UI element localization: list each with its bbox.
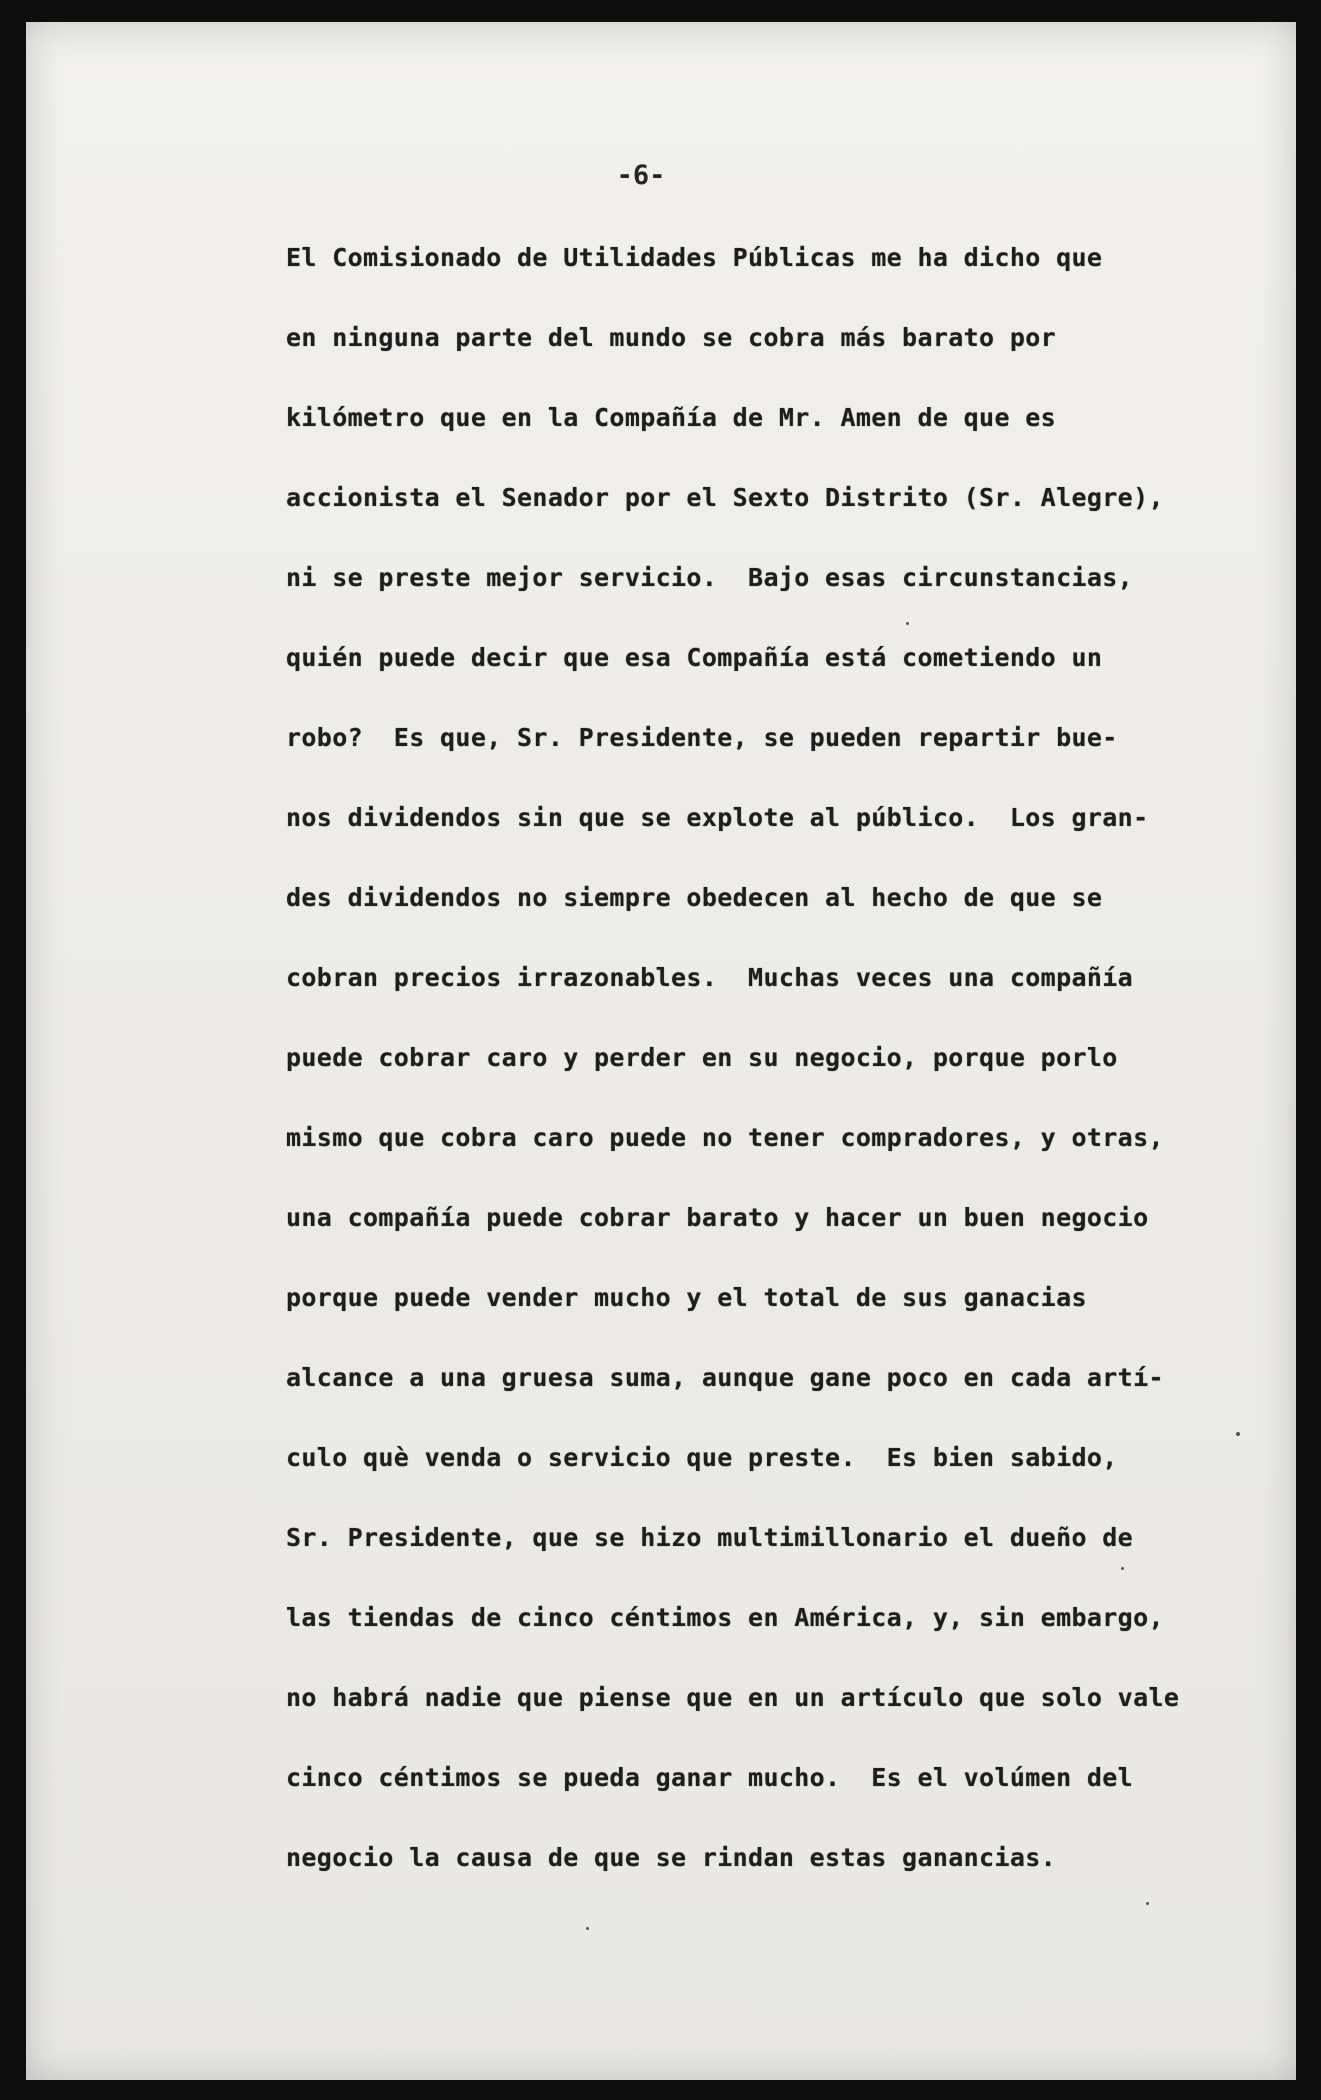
body-text — [286, 234, 1266, 1914]
text-line: cobran precios irrazonables. Muchas veces una compañía — [286, 963, 1134, 992]
text-line: El Comisionado de Utilidades Públicas me ha dicho que — [286, 243, 1103, 272]
text-line: una compañía puede cobrar barato y hacer un buen negocio — [286, 1203, 1149, 1232]
scan-speck — [586, 1927, 589, 1930]
page-number: -6- — [616, 160, 666, 191]
scan-speck — [1121, 1567, 1124, 1570]
text-line: cinco céntimos se pueda ganar mucho. Es el volúmen del — [286, 1763, 1134, 1792]
text-line: alcance a una gruesa suma, aunque gane poco en cada artí- — [286, 1363, 1164, 1392]
text-line: robo? Es que, Sr. Presidente, se pueden repartir bue- — [286, 723, 1118, 752]
text-line: no habrá nadie que piense que en un artículo que solo vale — [286, 1683, 1180, 1712]
text-line: puede cobrar caro y perder en su negocio, porque porlo — [286, 1043, 1118, 1072]
text-line: quién puede decir que esa Compañía está cometiendo un — [286, 643, 1103, 672]
text-line: nos dividendos sin que se explote al público. Los gran- — [286, 803, 1149, 832]
text-line: las tiendas de cinco céntimos en América, y, sin embargo, — [286, 1603, 1164, 1632]
scan-speck — [906, 622, 909, 625]
text-line: culo què venda o servicio que preste. Es bien sabido, — [286, 1443, 1118, 1472]
text-line: porque puede vender mucho y el total de sus ganacias — [286, 1283, 1087, 1312]
text-line: des dividendos no siempre obedecen al hecho de que se — [286, 883, 1103, 912]
text-line: ni se preste mejor servicio. Bajo esas circunstancias, — [286, 563, 1134, 592]
scan-speck — [1146, 1902, 1149, 1905]
typewritten-page — [26, 22, 1296, 2080]
text-line: en ninguna parte del mundo se cobra más barato por — [286, 323, 1057, 352]
text-line: Sr. Presidente, que se hizo multimillonario el dueño de — [286, 1523, 1134, 1552]
scan-speck — [1236, 1432, 1240, 1436]
text-line: kilómetro que en la Compañía de Mr. Amen de que es — [286, 403, 1057, 432]
text-line: negocio la causa de que se rindan estas ganancias. — [286, 1843, 1057, 1872]
text-line: accionista el Senador por el Sexto Distrito (Sr. Alegre), — [286, 483, 1164, 512]
text-line: mismo que cobra caro puede no tener compradores, y otras, — [286, 1123, 1164, 1152]
